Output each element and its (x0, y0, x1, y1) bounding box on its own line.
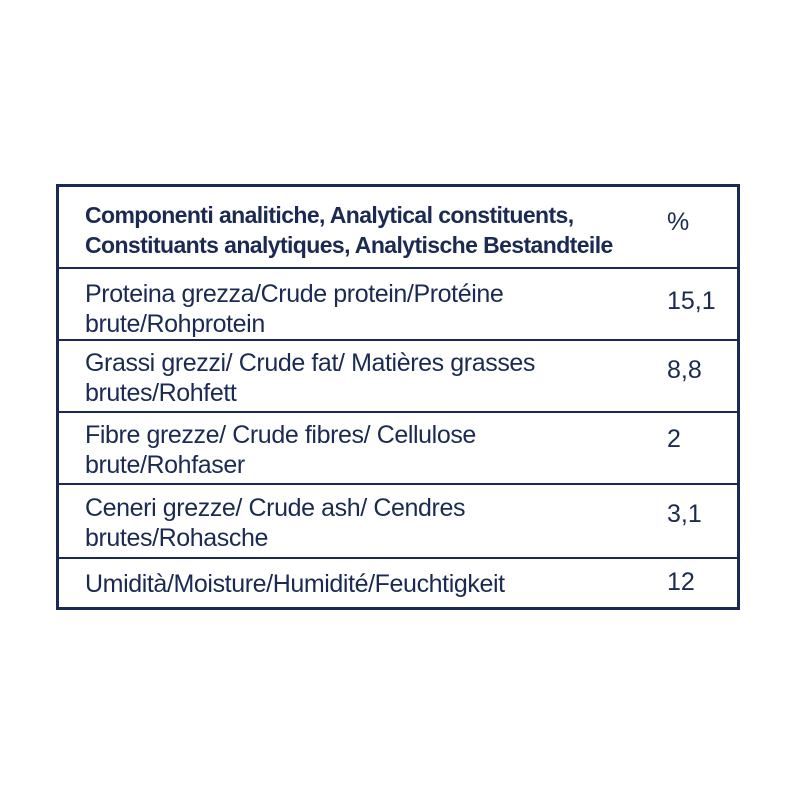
row-value: 12 (667, 568, 695, 596)
row-label (85, 279, 625, 339)
row-label-line1: Grassi grezzi/ Crude fat/ Matières grasses (85, 349, 536, 377)
row-value: 3,1 (667, 500, 702, 528)
row-label-line1: Fibre grezze/ Crude fibres/ Cellulose (85, 421, 476, 449)
row-label-line2: brutes/Rohfett (85, 379, 237, 407)
row-value: 2 (667, 425, 681, 453)
header-unit: % (667, 208, 690, 236)
row-value: 15,1 (667, 287, 716, 315)
row-label-line2: brute/Rohfaser (85, 451, 245, 479)
table-row (59, 559, 737, 607)
row-value: 8,8 (667, 356, 702, 384)
row-label (85, 348, 625, 408)
header-label (85, 200, 625, 260)
row-label (85, 420, 625, 480)
row-label-line1: Ceneri grezze/ Crude ash/ Cendres (85, 494, 466, 522)
table-row (59, 413, 737, 485)
table-row (59, 341, 737, 413)
table-row (59, 269, 737, 341)
row-label-line2: brutes/Rohasche (85, 524, 269, 552)
row-label-line1: Proteina grezza/Crude protein/Protéine (85, 280, 504, 308)
row-label (85, 569, 625, 599)
row-label-line2: brute/Rohprotein (85, 310, 265, 338)
header-label-line2: Constituants analytiques, Analytische Bestandteile (85, 232, 613, 258)
row-label (85, 493, 625, 553)
analytical-constituents-table (56, 184, 740, 610)
table-row (59, 485, 737, 559)
row-label-line1: Umidità/Moisture/Humidité/Feuchtigkeit (85, 570, 505, 598)
table-header-row (59, 187, 737, 269)
header-label-line1: Componenti analitiche, Analytical constituents, (85, 202, 574, 228)
